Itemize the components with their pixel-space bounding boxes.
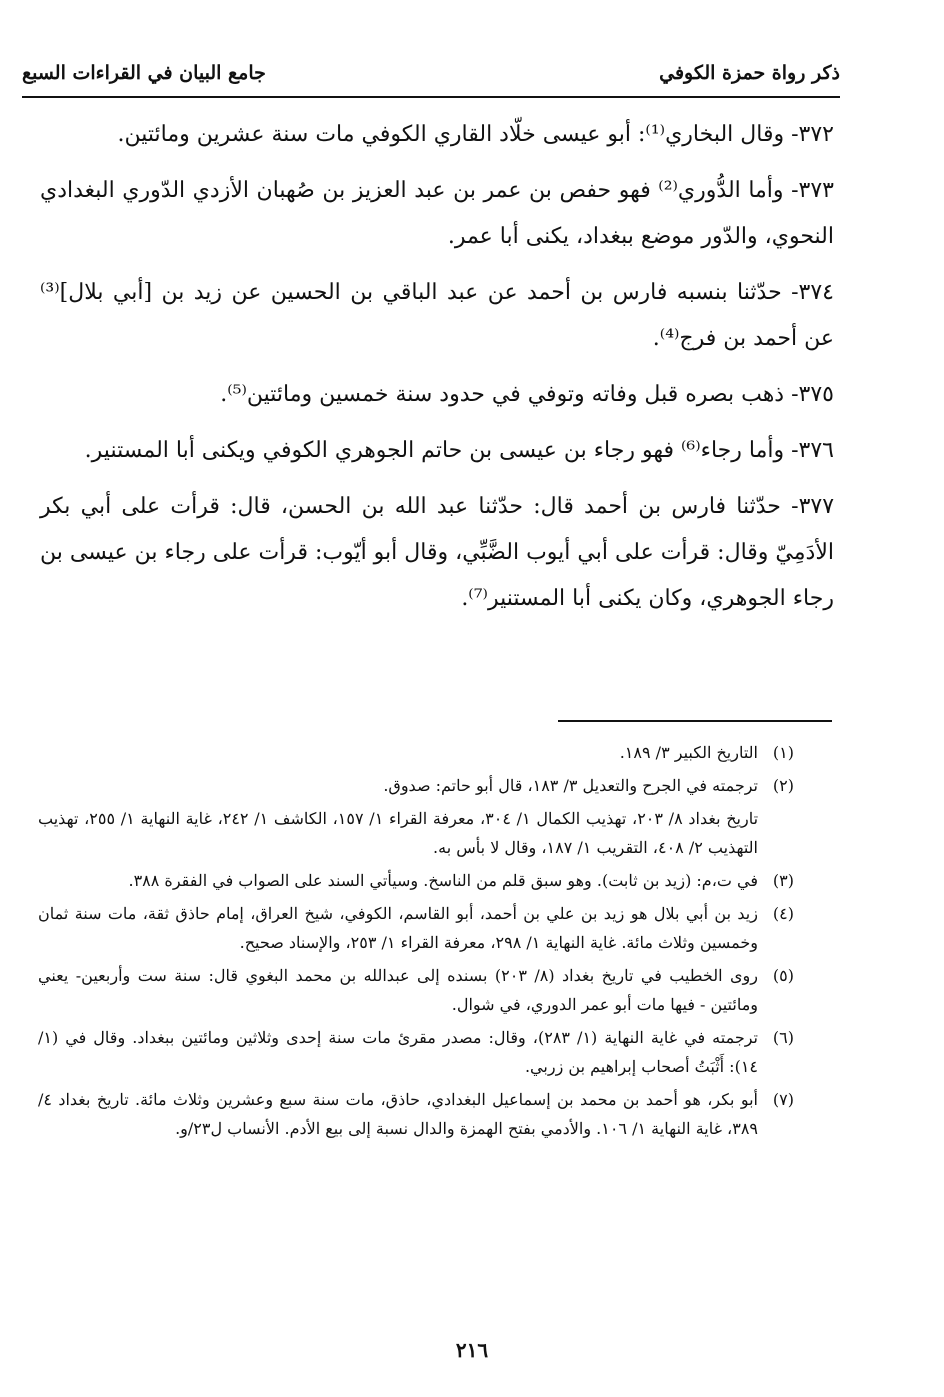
footnote-2: [38, 771, 794, 800]
footnote-3: [38, 866, 794, 895]
footnote-mark: (٤): [772, 904, 794, 923]
header-chapter-title: ذكر رواة حمزة الكوفي: [659, 62, 840, 84]
footnote-mark: (٧): [772, 1090, 794, 1109]
paragraph-text: حدّثنا فارس بن أحمد قال: حدّثنا عبد الله بن الحسن، قال: قرأت على أبي بكر الأدَمِيّ وقال: قرأت على أبي أيوب الضَّبِّي، وقال أبو أيّوب: قرأت على رجاء بن عيسى بن رجاء الجوهري، وكان يكنى أبا المستنير⁽⁷⁾.: [40, 494, 834, 611]
paragraph-text: حدّثنا بنسبه فارس بن أحمد عن عبد الباقي بن الحسين عن زيد بن [أبي بلال]⁽³⁾ عن أحمد بن فرج⁽⁴⁾.: [40, 280, 834, 351]
paragraph-374: [40, 270, 834, 362]
main-text: [40, 112, 834, 632]
paragraph-text: وأما رجاء⁽⁶⁾ فهو رجاء بن عيسى بن حاتم الجوهري الكوفي ويكنى أبا المستنير.: [84, 438, 785, 463]
paragraph-text: وأما الدُّوري⁽²⁾ فهو حفص بن عمر بن عبد العزيز بن صُهبان الأزدي الدّوري البغدادي النحوي، والدّور موضع ببغداد، يكنى أبا عمر.: [40, 178, 834, 249]
footnote-text: التاريخ الكبير ٣/ ١٨٩.: [619, 743, 758, 762]
footnote-text: ترجمته في الجرح والتعديل ٣/ ١٨٣، قال أبو حاتم: صدوق.: [383, 776, 758, 795]
paragraph-373: [40, 168, 834, 260]
footnote-text: ترجمته في غاية النهاية (١/ ٢٨٣)، وقال: مصدر مقرئ مات سنة إحدى وثلاثين ومائتين ببغداد. وقال في (١/ ١٤): أَثْبَتُ أصحاب إبراهيم بن زربي.: [38, 1028, 759, 1076]
footnote-text: تاريخ بغداد ٨/ ٢٠٣، تهذيب الكمال ١/ ٣٠٤، معرفة القراء ١/ ١٥٧، الكاشف ١/ ٢٤٢، غاية النهاية ١/ ٢٥٥، تهذيب التهذيب ٢/ ٤٠٨، التقريب ١/ ١٨٧، وقال لا بأس به.: [38, 809, 759, 857]
paragraph-number: ٣٧٧-: [791, 494, 835, 519]
footnote-1: [38, 738, 794, 767]
page-number: ٢١٦: [455, 1338, 489, 1362]
footnotes: [38, 738, 794, 1147]
paragraph-372: [40, 112, 834, 158]
footnote-mark: (٢): [772, 776, 794, 795]
paragraph-377: [40, 484, 834, 622]
paragraph-376: [40, 428, 834, 474]
footnote-4: [38, 899, 794, 957]
paragraph-text: وقال البخاري⁽¹⁾: أبو عيسى خلّاد القاري الكوفي مات سنة عشرين ومائتين.: [117, 122, 785, 147]
footnote-5: [38, 961, 794, 1019]
running-header: [22, 56, 840, 90]
footnote-6: [38, 1023, 794, 1081]
footnote-separator: [558, 720, 832, 722]
header-rule: [22, 96, 840, 98]
footnote-text: في ت،م: (زيد بن ثابت). وهو سبق قلم من الناسخ. وسيأتي السند على الصواب في الفقرة ٣٨٨.: [128, 871, 758, 890]
paragraph-text: ذهب بصره قبل وفاته وتوفي في حدود سنة خمسين ومائتين⁽⁵⁾.: [220, 382, 785, 407]
footnote-mark: (٣): [772, 871, 794, 890]
footnote-text: زيد بن أبي بلال هو زيد بن علي بن أحمد، أبو القاسم، الكوفي، شيخ العراق، إمام حاذق ثقة، مات سنة ثمان وخمسين وثلاث مائة. غاية النهاية ١/ ٢٩٨، معرفة القراء ١/ ٢٥٣، والإسناد صحيح.: [38, 904, 758, 952]
footnote-mark: (١): [772, 743, 794, 762]
footnote-text: روى الخطيب في تاريخ بغداد (٨/ ٢٠٣) بسنده إلى عبدالله بن محمد البغوي قال: سنة ست وأربعين- يعني ومائتين - فيها مات أبو عمر الدوري، في شوال.: [38, 966, 758, 1014]
footnote-text: أبو بكر، هو أحمد بن محمد بن إسماعيل البغدادي، حاذق، مات سنة سبع وعشرين وثلاث مائة. تاريخ بغداد ٤/ ٣٨٩، غاية النهاية ١/ ١٠٦. والأدمي بفتح الهمزة والدال نسبة إلى بيع الأدم. الأنساب ل٢٣/و.: [38, 1090, 758, 1138]
paragraph-375: [40, 372, 834, 418]
footnote-2-continuation: [38, 804, 794, 862]
paragraph-number: ٣٧٦-: [791, 438, 834, 463]
footnote-mark: (٦): [772, 1028, 794, 1047]
paragraph-number: ٣٧٥-: [791, 382, 834, 407]
paragraph-number: ٣٧٤-: [791, 280, 834, 305]
paragraph-number: ٣٧٢-: [791, 122, 834, 147]
paragraph-number: ٣٧٣-: [791, 178, 834, 203]
footnote-7: [38, 1085, 794, 1143]
footnote-mark: (٥): [772, 966, 794, 985]
header-book-title: جامع البيان في القراءات السبع: [22, 62, 266, 84]
